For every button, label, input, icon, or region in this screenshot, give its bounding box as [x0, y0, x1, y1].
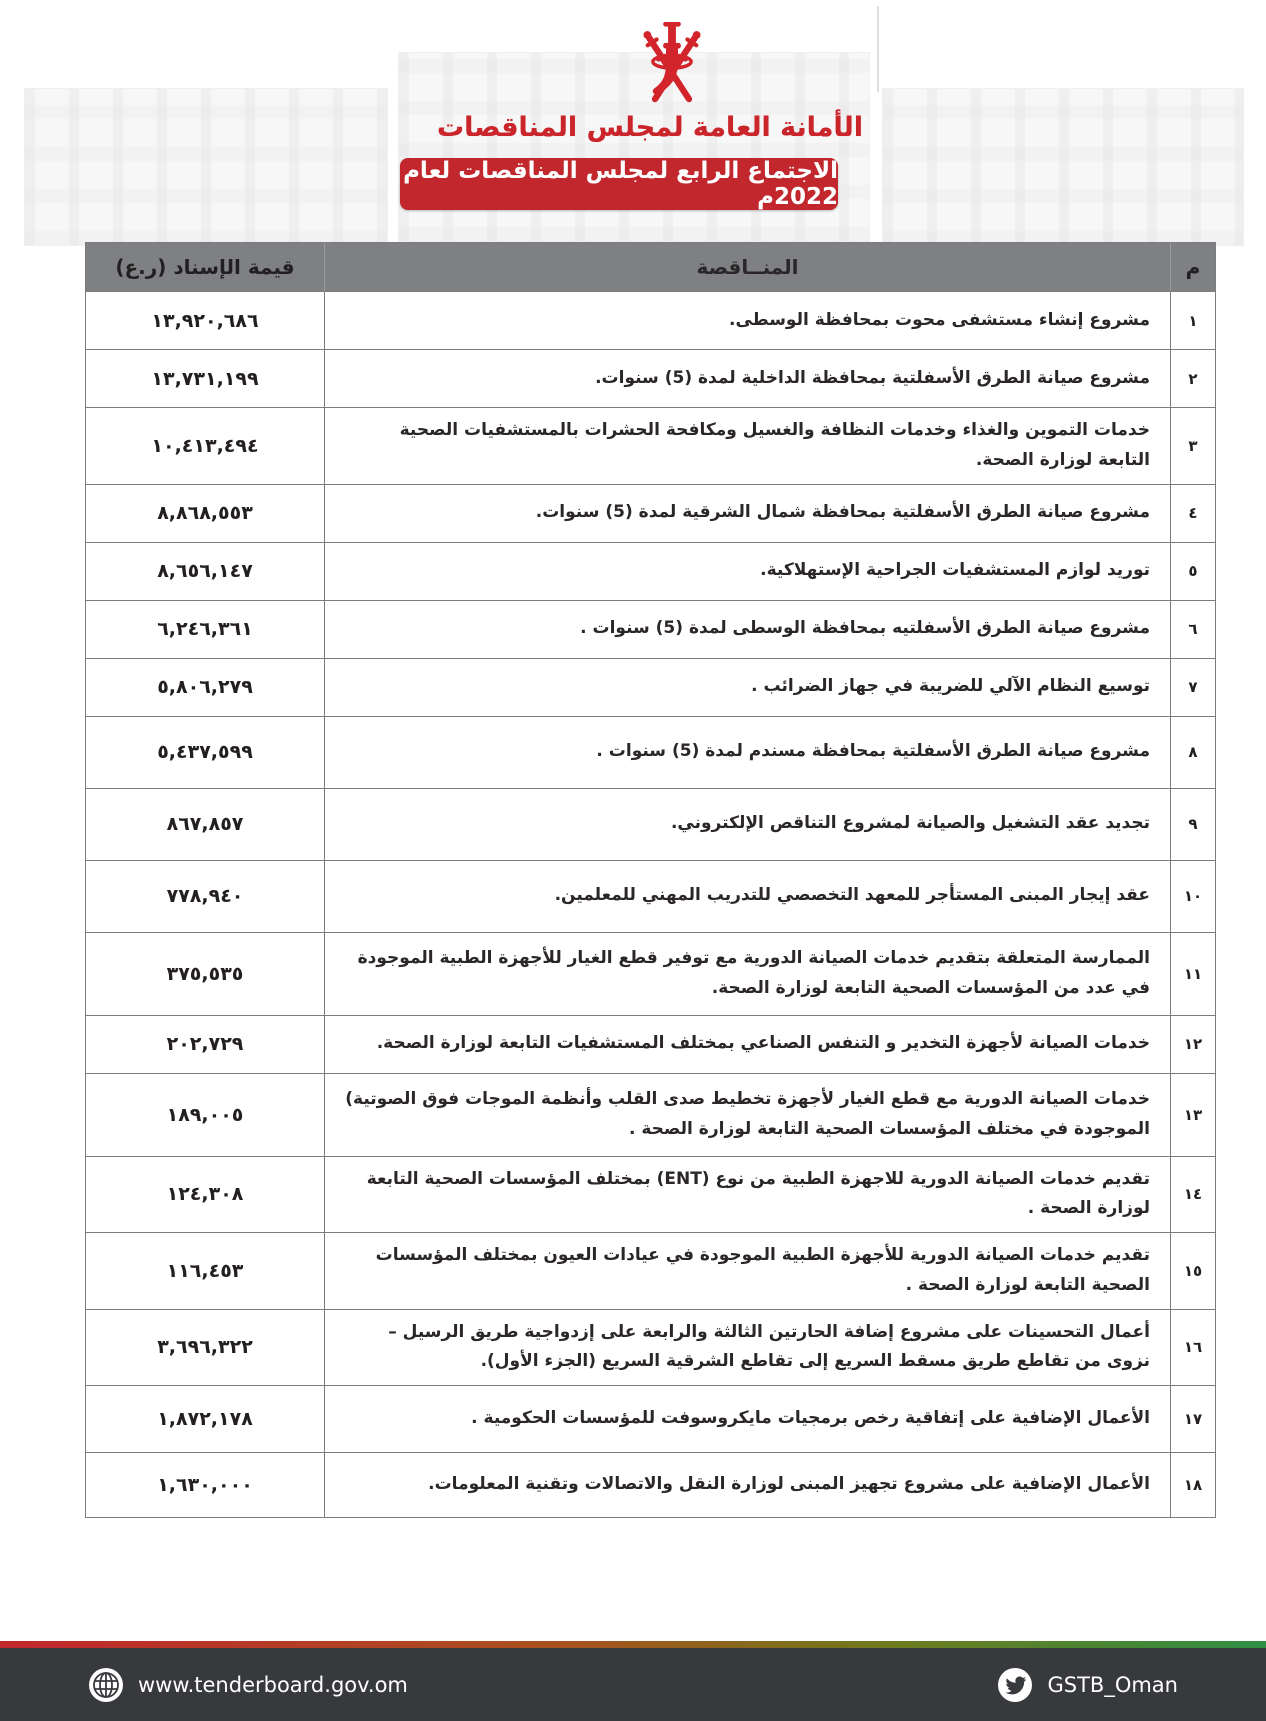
- table-row: [86, 1156, 1215, 1233]
- award-value: ١٣,٧٣١,١٩٩: [151, 367, 259, 390]
- award-value: ٢٠٢,٧٢٩: [166, 1033, 244, 1055]
- footer-website: [88, 1667, 408, 1703]
- table-row: [86, 291, 1215, 349]
- table-row: [86, 716, 1215, 788]
- footer-twitter: [997, 1667, 1178, 1703]
- table-row: [86, 860, 1215, 932]
- award-value: ١٨٩,٠٠٥: [166, 1103, 244, 1126]
- tender-description: مشروع صيانة الطرق الأسفلتية بمحافظة شمال الشرقية لمدة (5) سنوات.: [324, 485, 1170, 542]
- row-number: ١٤: [1170, 1157, 1215, 1233]
- award-value: ٨,٨٦٨,٥٥٣: [157, 502, 253, 524]
- row-number: ٥: [1170, 543, 1215, 600]
- tender-description: تجديد عقد التشغيل والصيانة لمشروع التناقص الإلكتروني.: [324, 789, 1170, 860]
- award-value: ٦,٢٤٦,٣٦١: [157, 618, 253, 640]
- award-value: ٣,٦٩٦,٣٢٢: [157, 1336, 253, 1359]
- org-calligraphy: الأمانة العامة لمجلس المناقصات: [436, 112, 864, 143]
- table-row: [86, 1452, 1215, 1517]
- tender-description: توسيع النظام الآلي للضريبة في جهاز الضرائب .: [324, 659, 1170, 716]
- tender-description: الأعمال الإضافية على إتفاقية رخص برمجيات مايكروسوفت للمؤسسات الحكومية .: [324, 1386, 1170, 1452]
- globe-icon: [88, 1667, 124, 1703]
- award-value: ١,٦٣٠,٠٠٠: [157, 1474, 253, 1496]
- row-number: ١٥: [1170, 1233, 1215, 1309]
- table-row: [86, 542, 1215, 600]
- table-row: [86, 788, 1215, 860]
- row-number: ١٧: [1170, 1386, 1215, 1452]
- award-value: ١١٦,٤٥٣: [166, 1259, 244, 1282]
- twitter-handle[interactable]: GSTB_Oman: [1047, 1672, 1178, 1697]
- oman-national-emblem-icon: [628, 22, 716, 114]
- row-number: ١: [1170, 292, 1215, 349]
- award-value: ٣٧٥,٥٣٥: [166, 962, 244, 985]
- footer-gradient-divider: [0, 1641, 1266, 1648]
- table-row: [86, 932, 1215, 1015]
- award-value: ٨٦٧,٨٥٧: [166, 813, 244, 835]
- table-row: [86, 484, 1215, 542]
- tender-description: مشروع صيانة الطرق الأسفلتية بمحافظة مسندم لمدة (5) سنوات .: [324, 717, 1170, 788]
- row-number: ٦: [1170, 601, 1215, 658]
- table-row: [86, 1015, 1215, 1073]
- col-header-value: قيمة الإسناد (ر.ع): [115, 255, 295, 279]
- row-number: ١١: [1170, 933, 1215, 1015]
- row-number: ١٨: [1170, 1453, 1215, 1517]
- row-number: ٤: [1170, 485, 1215, 542]
- row-number: ١٣: [1170, 1074, 1215, 1156]
- tender-description: خدمات التموين والغذاء وخدمات النظافة والغسيل ومكافحة الحشرات بالمستشفيات الصحية التابعة لوزارة الصحة.: [324, 408, 1170, 484]
- tender-description: الأعمال الإضافية على مشروع تجهيز المبنى لوزارة النقل والاتصالات وتقنية المعلومات.: [324, 1453, 1170, 1517]
- table-row: [86, 1309, 1215, 1386]
- table-row: [86, 1232, 1215, 1309]
- building-watermark-left: [24, 88, 388, 246]
- award-value: ٥,٨٠٦,٢٧٩: [157, 676, 253, 698]
- tender-description: أعمال التحسينات على مشروع إضافة الحارتين الثالثة والرابعة على إزدواجية طريق الرسيل – نزوى من تقاطع طريق مسقط السريع إلى تقاطع الشرقية السريع (الجزء الأول).: [324, 1310, 1170, 1386]
- tender-description: توريد لوازم المستشفيات الجراحية الإستهلاكية.: [324, 543, 1170, 600]
- tender-description: خدمات الصيانة الدورية مع قطع الغيار لأجهزة تخطيط صدى القلب وأنظمة الموجات فوق الصوتية) الموجودة في مختلف المؤسسات الصحية التابعة لوزارة الصحة .: [324, 1074, 1170, 1156]
- col-header-tender: المنــاقصة: [324, 243, 1170, 291]
- award-value: ١٣,٩٢٠,٦٨٦: [151, 309, 259, 332]
- twitter-icon: [997, 1667, 1033, 1703]
- tender-description: مشروع صيانة الطرق الأسفلتيه بمحافظة الوسطى لمدة (5) سنوات .: [324, 601, 1170, 658]
- row-number: ٢: [1170, 350, 1215, 407]
- table-row: [86, 349, 1215, 407]
- award-value: ١٢٤,٣٠٨: [166, 1183, 244, 1206]
- tender-description: مشروع إنشاء مستشفى محوت بمحافظة الوسطى.: [324, 292, 1170, 349]
- row-number: ٧: [1170, 659, 1215, 716]
- tender-description: تقديم خدمات الصيانة الدورية للاجهزة الطبية من نوع (ENT) بمختلف المؤسسات الصحية التابعة لوزارة الصحة .: [324, 1157, 1170, 1233]
- tender-description: عقد إيجار المبنى المستأجر للمعهد التخصصي للتدريب المهني للمعلمين.: [324, 861, 1170, 932]
- website-url[interactable]: www.tenderboard.gov.om: [138, 1672, 408, 1697]
- tender-description: مشروع صيانة الطرق الأسفلتية بمحافظة الداخلية لمدة (5) سنوات.: [324, 350, 1170, 407]
- row-number: ٨: [1170, 717, 1215, 788]
- row-number: ١٦: [1170, 1310, 1215, 1386]
- tender-description: تقديم خدمات الصيانة الدورية للأجهزة الطبية الموجودة في عيادات العيون بمختلف المؤسسات الصحية التابعة لوزارة الصحة .: [324, 1233, 1170, 1309]
- table-row: [86, 658, 1215, 716]
- row-number: ٩: [1170, 789, 1215, 860]
- award-value: ١٠,٤١٣,٤٩٤: [151, 434, 259, 457]
- table-row: [86, 1073, 1215, 1156]
- tender-description: خدمات الصيانة لأجهزة التخدير و التنفس الصناعي بمختلف المستشفيات التابعة لوزارة الصحة.: [324, 1016, 1170, 1073]
- building-watermark-right: [882, 88, 1244, 246]
- table-header-row: [86, 243, 1215, 291]
- tenders-table: [85, 242, 1216, 1518]
- table-row: [86, 1385, 1215, 1452]
- meeting-title-banner: الاجتماع الرابع لمجلس المناقصات لعام 2022م: [400, 158, 838, 210]
- award-value: ٧٧٨,٩٤٠: [166, 885, 244, 907]
- table-row: [86, 600, 1215, 658]
- col-header-number: م: [1170, 243, 1215, 291]
- flagpole: [877, 6, 879, 92]
- tender-description: الممارسة المتعلقة بتقديم خدمات الصيانة الدورية مع توفير قطع الغيار للأجهزة الطبية الموجودة في عدد من المؤسسات الصحية التابعة لوزارة الصحة.: [324, 933, 1170, 1015]
- table-row: [86, 407, 1215, 484]
- footer-bar: [0, 1648, 1266, 1721]
- row-number: ١٢: [1170, 1016, 1215, 1073]
- row-number: ١٠: [1170, 861, 1215, 932]
- award-value: ١,٨٧٢,١٧٨: [157, 1408, 253, 1430]
- row-number: ٣: [1170, 408, 1215, 484]
- award-value: ٨,٦٥٦,١٤٧: [157, 560, 253, 582]
- award-value: ٥,٤٣٧,٥٩٩: [157, 741, 253, 763]
